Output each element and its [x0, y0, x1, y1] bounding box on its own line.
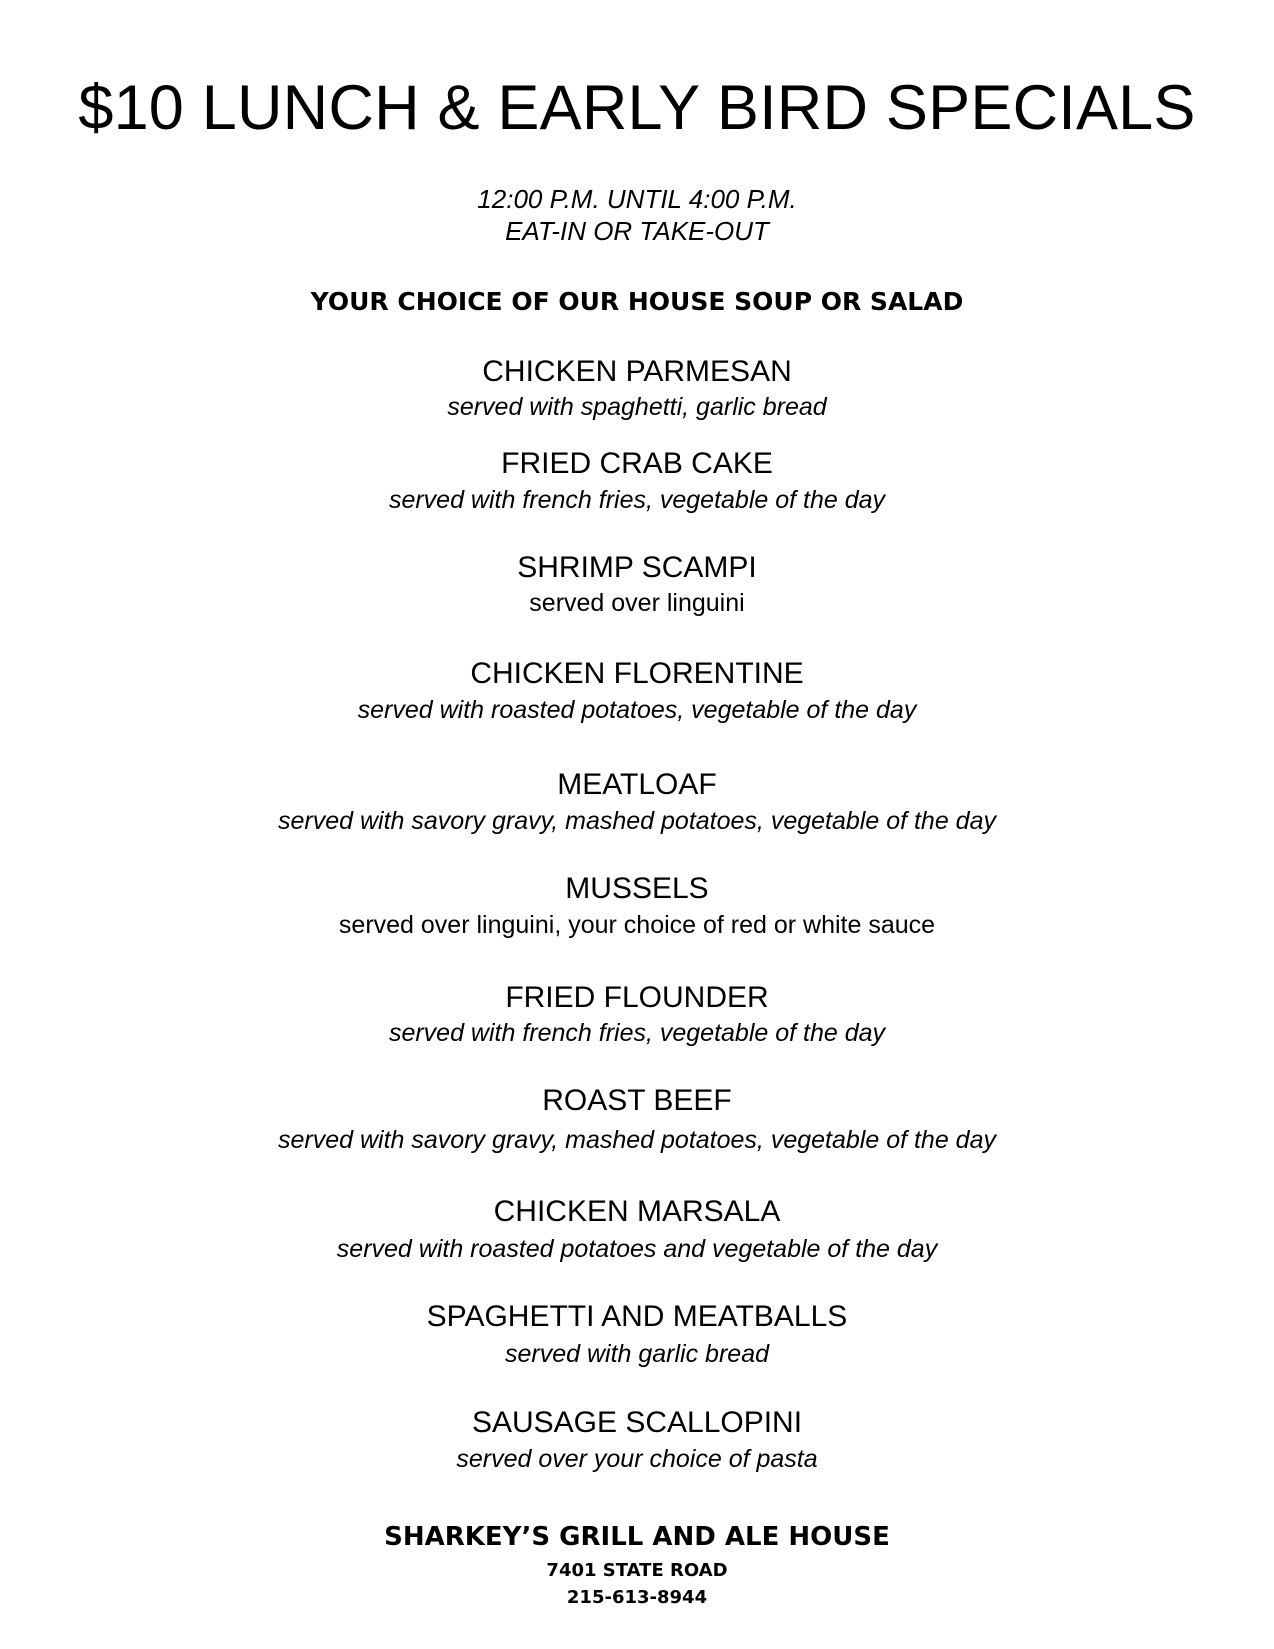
restaurant-phone: 215-613-8944	[566, 1587, 708, 1608]
menu-item-name: SHRIMP SCAMPI	[517, 551, 757, 584]
menu-item-description: served with roasted potatoes and vegetable of the day	[336, 1235, 938, 1263]
menu-item-name: CHICKEN MARSALA	[493, 1195, 781, 1228]
menu-item-name: SPAGHETTI AND MEATBALLS	[426, 1300, 848, 1333]
menu-item-name: ROAST BEEF	[542, 1084, 732, 1117]
hours-time: 12:00 P.M. UNTIL 4:00 P.M.	[477, 184, 797, 214]
menu-item-description: served with french fries, vegetable of the day	[388, 1019, 886, 1047]
menu-item-description: served with roasted potatoes, vegetable of the day	[357, 696, 917, 724]
menu-item-name: FRIED CRAB CAKE	[501, 447, 773, 480]
menu-item-description: served over linguini, your choice of red or white sauce	[338, 911, 936, 939]
menu-item-description: served with garlic bread	[504, 1340, 769, 1368]
restaurant-address: 7401 STATE ROAD	[546, 1560, 728, 1581]
menu-item-name: MEATLOAF	[557, 768, 717, 801]
menu-item-description: served with savory gravy, mashed potatoes, vegetable of the day	[278, 807, 996, 835]
restaurant-name: SHARKEY’S GRILL AND ALE HOUSE	[384, 1522, 890, 1552]
menu-item-name: FRIED FLOUNDER	[505, 981, 769, 1014]
menu-item-description: served with savory gravy, mashed potatoes, vegetable of the day	[278, 1126, 996, 1154]
menu-item-description: served over linguini	[529, 589, 745, 617]
hours-service: EAT-IN OR TAKE-OUT	[505, 216, 769, 246]
menu-item-description: served with spaghetti, garlic bread	[447, 393, 827, 421]
menu-item-name: CHICKEN PARMESAN	[482, 355, 792, 388]
menu-item-name: MUSSELS	[565, 872, 709, 905]
menu-title: $10 LUNCH & EARLY BIRD SPECIALS	[78, 73, 1196, 143]
menu-item-description: served with french fries, vegetable of the day	[388, 486, 886, 514]
menu-item-name: CHICKEN FLORENTINE	[470, 657, 804, 690]
menu-item-name: SAUSAGE SCALLOPINI	[471, 1406, 803, 1439]
menu-item-description: served over your choice of pasta	[456, 1445, 818, 1473]
soup-or-salad-note: YOUR CHOICE OF OUR HOUSE SOUP OR SALAD	[310, 287, 964, 316]
